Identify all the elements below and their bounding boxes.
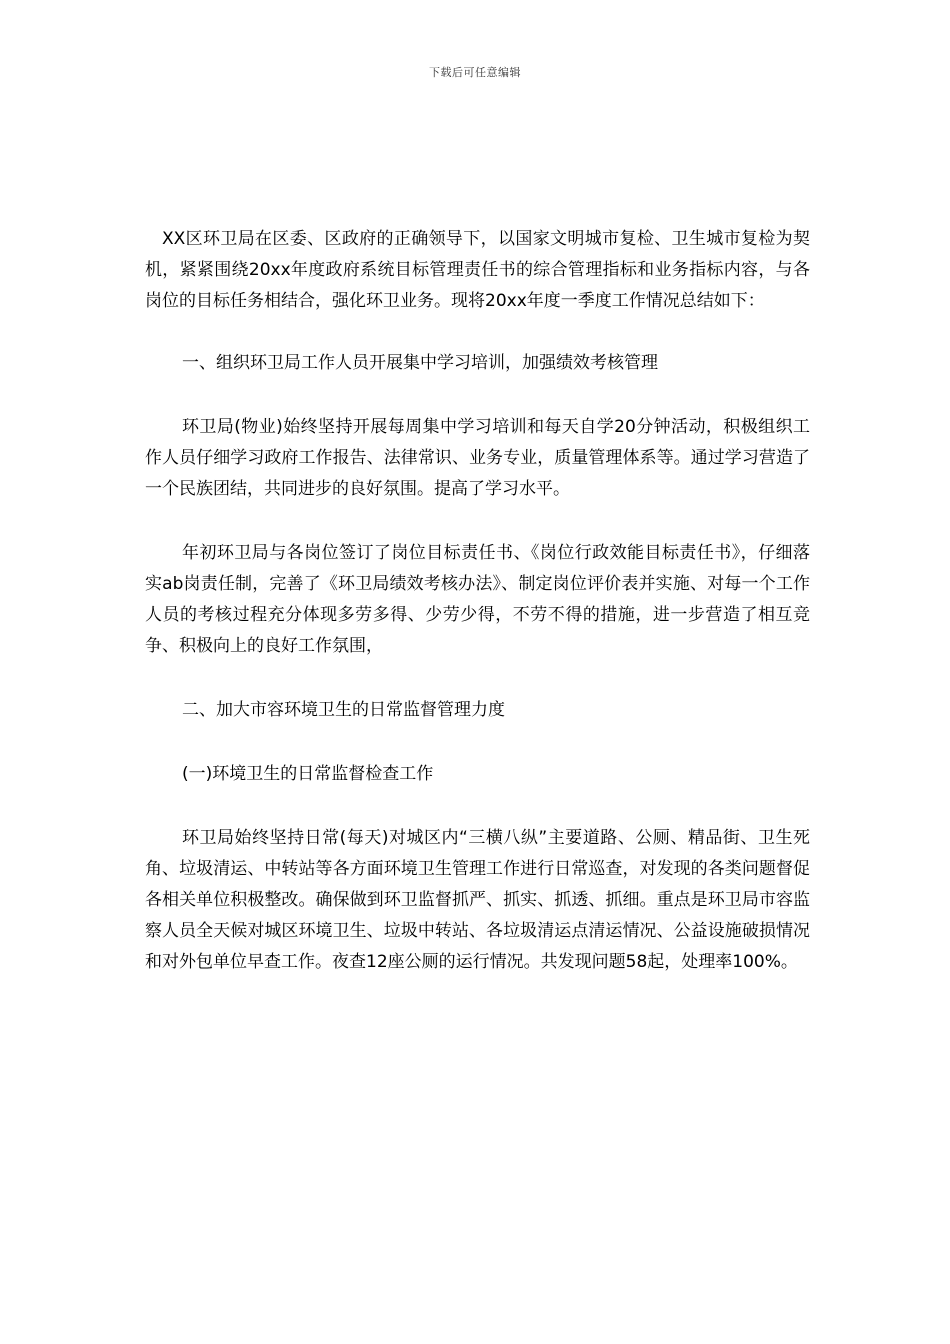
subsection-heading-1: (一)环境卫生的日常监督检查工作 [182,764,434,784]
section-heading-2: 二、加大市容环境卫生的日常监督管理力度 [182,700,505,720]
body-paragraph-1: 环卫局(物业)始终坚持开展每周集中学习培训和每天自学20分钟活动，积极组织工作人员仔细学习政府工作报告、法律常识、业务专业，质量管理体系等。通过学习营造了一个民族团结，共同进步的良好氛围。提高了学习水平。 [145,417,810,499]
body-paragraph-3: 环卫局始终坚持日常(每天)对城区内“三横八纵”主要道路、公厕、精品街、卫生死角、垃圾清运、中转站等各方面环境卫生管理工作进行日常巡查，对发现的各类问题督促各相关单位积极整改。确保做到环卫监督抓严、抓实、抓透、抓细。重点是环卫局市容监察人员全天候对城区环境卫生、垃圾中转站、各垃圾清运点清运情况、公益设施破损情况和对外包单位早查工作。夜查12座公厕的运行情况。共发现问题58起，处理率100%。 [145,828,810,972]
intro-paragraph: XX区环卫局在区委、区政府的正确领导下，以国家文明城市复检、卫生城市复检为契机，紧紧围绕20xx年度政府系统目标管理责任书的综合管理指标和业务指标内容，与各岗位的目标任务相结合，强化环卫业务。现将20xx年度一季度工作情况总结如下： [145,229,810,311]
body-paragraph-2: 年初环卫局与各岗位签订了岗位目标责任书、《岗位行政效能目标责任书》，仔细落实ab岗责任制，完善了《环卫局绩效考核办法》、制定岗位评价表并实施、对每一个工作人员的考核过程充分体现多劳多得、少劳少得，不劳不得的措施，进一步营造了相互竞争、积极向上的良好工作氛围， [145,543,810,656]
page-header: 下载后可任意编辑 [429,66,521,79]
section-heading-1: 一、组织环卫局工作人员开展集中学习培训，加强绩效考核管理 [182,353,658,373]
document-body [145,224,810,978]
